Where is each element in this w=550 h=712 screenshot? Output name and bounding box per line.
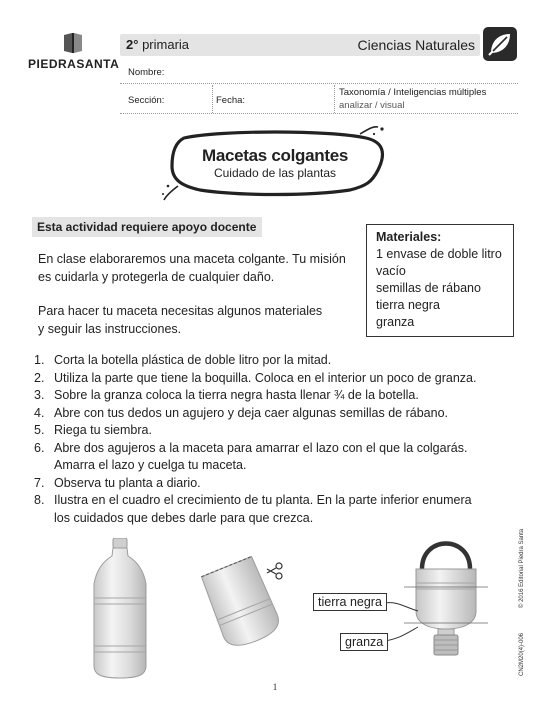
taxonomy-value: analizar / visual (339, 100, 405, 111)
step-item: 2. Utiliza la parte que tiene la boquilla. Coloca en el interior un poco de granza. (34, 370, 477, 385)
leaf-icon (483, 27, 517, 61)
materials-box (366, 224, 514, 337)
page-subtitle: Cuidado de las plantas (213, 166, 337, 180)
step-item: 8. Ilustra en el cuadro el crecimiento de tu planta. En la parte inferior enumera los cuidados que debes darle para que crezca. (34, 493, 472, 525)
intro-p2-line2: y seguir las instrucciones. (38, 322, 182, 336)
step-item: 3. Sobre la granza coloca la tierra negra hasta llenar ¾ de la botella. (34, 388, 419, 402)
divider-2 (334, 85, 335, 113)
materials-item: granza (376, 315, 415, 329)
materials-title: Materiales: (376, 230, 442, 244)
section-label: Sección: (128, 95, 165, 106)
label-gravel: granza (340, 633, 388, 651)
brand-logo: PIEDRASANTA (28, 57, 120, 71)
materials-item: vacío (376, 264, 406, 278)
step-item: 4. Abre con tus dedos un agujero y deja caer algunas semillas de rábano. (34, 405, 449, 420)
scissors-icon (267, 563, 282, 579)
cut-bottle-illustration (195, 550, 290, 650)
book-logo-icon (62, 31, 84, 55)
intro-p1-line2: es cuidarla y protegerla de cualquier daño. (38, 270, 275, 284)
materials-item: tierra negra (376, 298, 440, 312)
step-item: 6. Abre dos agujeros a la maceta para amarrar el lazo con el que la colgarás. Amarra el lazo y cuelga tu maceta. (34, 440, 468, 472)
taxonomy-label: Taxonomía / Inteligencias múltiples (339, 87, 487, 98)
instructions-list (34, 352, 504, 527)
page-title: Macetas colgantes (201, 146, 349, 165)
bottle-illustration (90, 538, 150, 680)
materials-item: 1 envase de doble litro (376, 247, 502, 261)
page-number: 1 (272, 682, 278, 692)
materials-item: semillas de rábano (376, 281, 481, 295)
step-item: 7. Observa tu planta a diario. (34, 475, 201, 490)
name-label: Nombre: (128, 67, 165, 78)
copyright-text: © 2016 Editorial Piedra Santa (519, 528, 525, 608)
page-code: CN2M20(4)-006 (519, 632, 525, 676)
label-soil: tierra negra (313, 593, 387, 611)
step-item: 5. Riega tu siembra. (34, 423, 152, 437)
grade-label: 2° primaria (126, 37, 190, 52)
name-line[interactable] (120, 83, 518, 84)
date-label: Fecha: (216, 95, 246, 106)
step-item: 1. Corta la botella plástica de doble litro por la mitad. (34, 353, 332, 367)
intro-p2-line1: Para hacer tu maceta necesitas algunos materiales (38, 304, 323, 318)
subject-title: Ciencias Naturales (357, 37, 475, 53)
activity-note: Esta actividad requiere apoyo docente (32, 217, 262, 237)
section-line (120, 113, 518, 114)
intro-p1-line1: En clase elaboraremos una maceta colgante. Tu misión (38, 252, 346, 266)
divider-1 (212, 85, 213, 113)
